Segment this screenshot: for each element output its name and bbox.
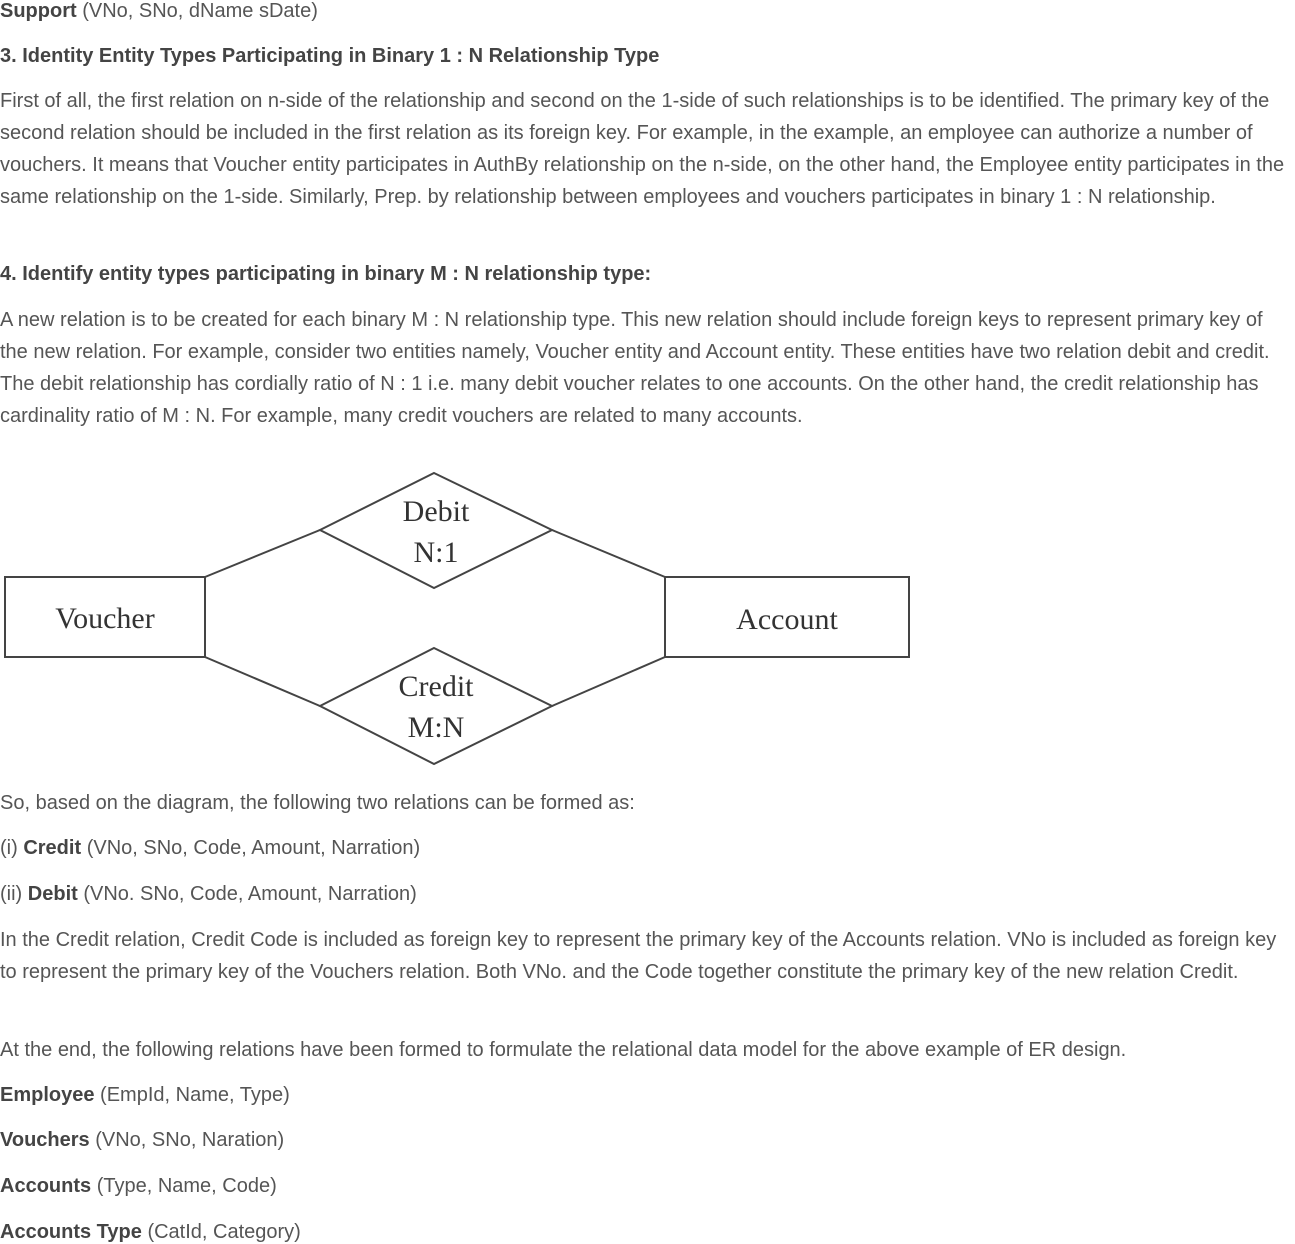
credit-explanation: In the Credit relation, Credit Code is included as foreign key to represent the primary key of the Accounts relation. VNo is included as foreign key to represent the primary key of the Vouchers relation. Both VNo. and the Code together constitute the primary key of the new relation Credit. (0, 929, 1277, 983)
final-relation-employee (0, 1084, 290, 1106)
section3-paragraph: First of all, the first relation on n-side of the relationship and second on the 1-side of such relationships is to be identified. The primary key of the second relation should be included in the first relation as its foreign key. For example, in the example, an employee can authorize a number of vouchers. It means that Voucher entity participates in AuthBy relationship on the n-side, on the other hand, the Employee entity participates in the same relationship on the 1-side. Similarly, Prep. by relationship between employees and vouchers participates in binary 1 : N relationship. (0, 90, 1285, 208)
credit-ratio: M:N (407, 711, 465, 744)
voucher-entity (5, 577, 205, 657)
section4-heading: 4. Identify entity types participating in binary M : N relationship type: (0, 263, 652, 285)
connector-debit-account (552, 530, 665, 577)
relation-name: Support (0, 0, 77, 22)
relation-attributes: (EmpId, Name, Type) (100, 1084, 290, 1106)
connector-voucher-debit (205, 530, 320, 577)
final-relation-vouchers (0, 1129, 284, 1151)
section4-paragraph: A new relation is to be created for each binary M : N relationship type. This new relation should include foreign keys to represent primary key of the new relation. For example, consider two entities namely, Voucher entity and Account entity. These entities have two relation debit and credit. The debit relationship has cordially ratio of N : 1 i.e. many debit voucher relates to one accounts. On the other hand, the credit relationship has cardinality ratio of M : N. For example, many credit vouchers are related to many accounts. (0, 309, 1270, 427)
er-diagram (0, 466, 915, 771)
credit-relation (0, 837, 420, 859)
debit-label: Debit (402, 495, 470, 528)
connector-credit-account (552, 657, 665, 706)
relation-name: Debit (27, 883, 78, 905)
debit-relationship (320, 473, 552, 588)
relation-attributes: (VNo, SNo, dName sDate) (82, 0, 318, 22)
credit-label: Credit (398, 670, 474, 703)
debit-relation (0, 883, 417, 905)
relation-prefix: (ii) (0, 883, 23, 905)
credit-relationship (320, 648, 552, 764)
debit-ratio: N:1 (413, 536, 459, 569)
relation-attributes: (Type, Name, Code) (96, 1175, 277, 1197)
relation-name: Accounts (0, 1175, 92, 1197)
diagram-intro: So, based on the diagram, the following two relations can be formed as: (0, 792, 635, 814)
final-relation-accounts (0, 1175, 277, 1197)
relation-prefix: (i) (0, 837, 18, 859)
account-label: Account (736, 603, 838, 636)
relation-attributes: (VNo. SNo, Code, Amount, Narration) (83, 883, 417, 905)
debit-diamond (320, 473, 552, 588)
relation-name: Vouchers (0, 1129, 90, 1151)
relation-name: Employee (0, 1084, 95, 1106)
relation-attributes: (CatId, Category) (147, 1221, 301, 1243)
summary-text: At the end, the following relations have been formed to formulate the relational data model for the above example of ER design. (0, 1039, 1127, 1061)
section3-heading: 3. Identity Entity Types Participating in Binary 1 : N Relationship Type (0, 45, 660, 67)
final-relation-accounts-type (0, 1221, 301, 1243)
credit-diamond (320, 648, 552, 764)
voucher-label: Voucher (55, 602, 155, 635)
connector-voucher-credit (205, 657, 320, 706)
support-relation (0, 0, 318, 22)
account-entity (665, 577, 909, 657)
relation-attributes: (VNo, SNo, Naration) (95, 1129, 285, 1151)
relation-attributes: (VNo, SNo, Code, Amount, Narration) (86, 837, 421, 859)
relation-name: Credit (23, 837, 82, 859)
relation-name: Accounts Type (0, 1221, 142, 1243)
